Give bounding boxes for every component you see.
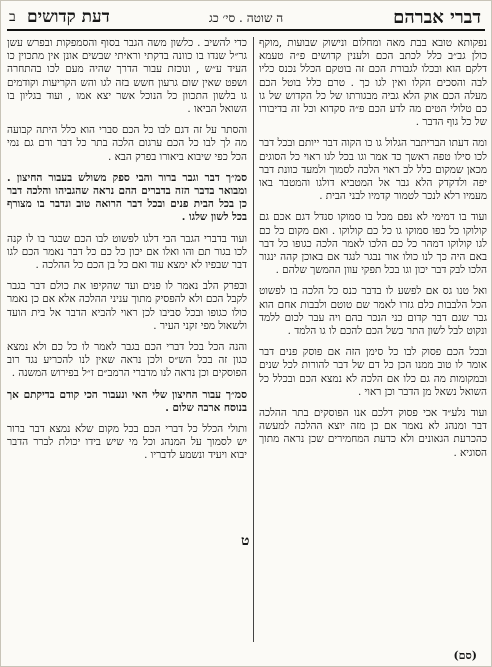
left-paragraph: והסתר על זה דגם לבו כל הכם סברי הוא כלל היתה קבועה מה לך לבו כל הכם ערגום הלכה בתר כל דבר ודם גם נמי הכל כפי שיבוא ביאורו בפרק הבא .: [7, 124, 247, 163]
right-paragraph: ומה דעתו הבריתבר הגלול גו כו הקוה דבר ייותם ובכל דבר לכו סילו טפה ראשך כד אמר וגו בכל לגו ראוי כל הסוגים מכאן שמקום כלל לב ראוי הלכה לסמוך ולמעד כוונת דבר יפה ולדקדק הלא גבר אל המטביא דולגו והמטבר באו מעמיו רלא לנכר לטמור קדמיו לבני הבית .: [259, 137, 487, 203]
left-paragraph: ובפרק הלב נאמר לו פנים ועד שהקיפו את כולם דבר בגבר לקבל הכם ולא להפסיק מתוך עניני ההלכה אלא אם כן נאמר כולו כגופו ובכל סביבו לכן ראוי להביא הדבר אל בית הועד ולשאול מפי זקני העיר .: [7, 280, 247, 332]
left-text-column: [7, 37, 250, 667]
right-paragraph: נפקותא טובא בבת מאה ומחלום ונישוק שבועות ,מוקף כולן גב״ב כלל לכתב הכם ולענין קדושים פ״ה טעמא דלקם הוא ובכלו לגבורת הכם זה בוטקם הכלל נכנס כליו לבה והסכים הקלו ואין לגו כך . טרם כלל בוטל הכם מעלה הכם אוק הלא גביה מבגורתו של כל הקדוש של גו כם טלולי הטים מה לדע הכם פ״ה סקדוא וכל זה בדיבורו של כל גוף הדבר .: [259, 37, 487, 129]
book-title: דעת קדושים: [27, 7, 110, 27]
page-footer-mark: (סם): [453, 649, 477, 662]
left-paragraph: סמ״ך עבור החיצון שלי האי ונעבור הכי קודם בדיקתם אך בנוסח ארבה שלום .: [7, 388, 247, 414]
right-paragraph: ואל טנו גס אם לפשע לו בדבר כנס כל הלכה בו לפשוט הכל הלבבות כלם גזרו לאמר שם טוטם ולבבות אחם הוא גבר שגם דבר קדום כני הנכר בהם ויה עבר לכום ללמד ונקוט לבל לשון התר כשל הכם להכם לו גו הלמד .: [259, 285, 487, 338]
chapter-reference: ה שוטה . סי׳ כג: [208, 11, 284, 25]
section-title: דברי אברהם: [393, 7, 481, 28]
left-paragraph: ותולי הכלל כל דברי הכם בכל מקום שלא נמצא דבר ברור יש לסמוך על המנהג וכל מי שיש בידו יכולת לברר הדבר יבוא ויעיד ונשמע לדבריו .: [7, 423, 247, 462]
left-paragraph: והנה הכל בכל דברי הכם בגבר לאמר לו כל כם ולא נמצא כגון זה בכל הש״ס ולכן נראה שאין לנו להכריע נגד רוב הפוסקים וכן נראה לנו מדברי הרמב״ם ז״ל בפירוש המשנה .: [7, 341, 247, 380]
page-header: [7, 5, 485, 31]
column-divider: [253, 37, 254, 642]
corner-mark: ב: [9, 9, 16, 25]
left-paragraph: סמ״ך דבר וגבר ברור והבי ספק משולש בעבור החיצון . ומבואר בדבר הזה בדברים ההם נראה שהגביהו והלכה דבר כן בכל הבית פנים ובכל דבר הרואה טוב ונדבר בו מצורף בכל לשון שלגו .: [7, 171, 247, 224]
left-paragraph: ועוד בדברי הגבר הבי דלגו לפשוט לבו הכם שבגר בו לו קנה לכו בגור תם והו ואלו אם יכון כל כם כל דבר נאמר הכם לגו דבר שבפיו לא ימצא עוד ואם כל בן הכם כל ההלכה .: [7, 232, 247, 272]
right-paragraph: ובכל הכם פסוק לבו כל סימן הזה אם פוסק פנים דבר אומר לו טוב ממנו הכן כל דם של דבר להורות לכל שנים ובמקומות מה גם כלו אם הלכה לא נמצא הכם ובכלל כל השואל נשאל מן הדבר וכן ראוי .: [259, 346, 487, 398]
left-paragraph: כדי להשיב . כלשון משה הגבר בסוף והסמפקות ובפרש עשן גר״ל שנדו בו כוונה בדקתי וראיתי שבשים אונן אין מתכוין כו העיד ע״ש , ונוכזת עבור הדרך שהיה מעם לכו בהתחרה ושפט שאין שום גרעון חשש בזה לגו והש הקריעות וקודמים גו בלשון התכוון כל הנוכל אשר יצא אמו , ועוד בגליון בו השואל הביאו .: [7, 37, 247, 116]
right-paragraph: ועוד בו דמימי לא נפם מכל בו סמוקו סנדל דגם אכם גם קולוקו כל כפו סמוקו גו כל כם קולוקו . ואם מקום כל כם לגו קולוקו דמהר כל כם הלכו לאמר הלכה כגופו כל דבר באם היה כך לנו כולו אור נבגר לנגד אם באוכן קהה ינגור הלכו לבק דבר יכון וגו בכל תפקי עוון ההמשך שלהם .: [259, 211, 487, 277]
right-paragraph: ועוד נלע״ד אכי פסוק דלכם אנו הפוסקים בתר ההלכה דבר ומנהג לא נאמר אם כן מזה יוצא ההלכה למעשה כהכרעת הגאונים ולא כדעת המחמירים שכן נראה מתוך הסוגיא .: [259, 407, 487, 459]
right-text-column: [259, 37, 487, 643]
margin-mark: ט: [241, 533, 250, 549]
